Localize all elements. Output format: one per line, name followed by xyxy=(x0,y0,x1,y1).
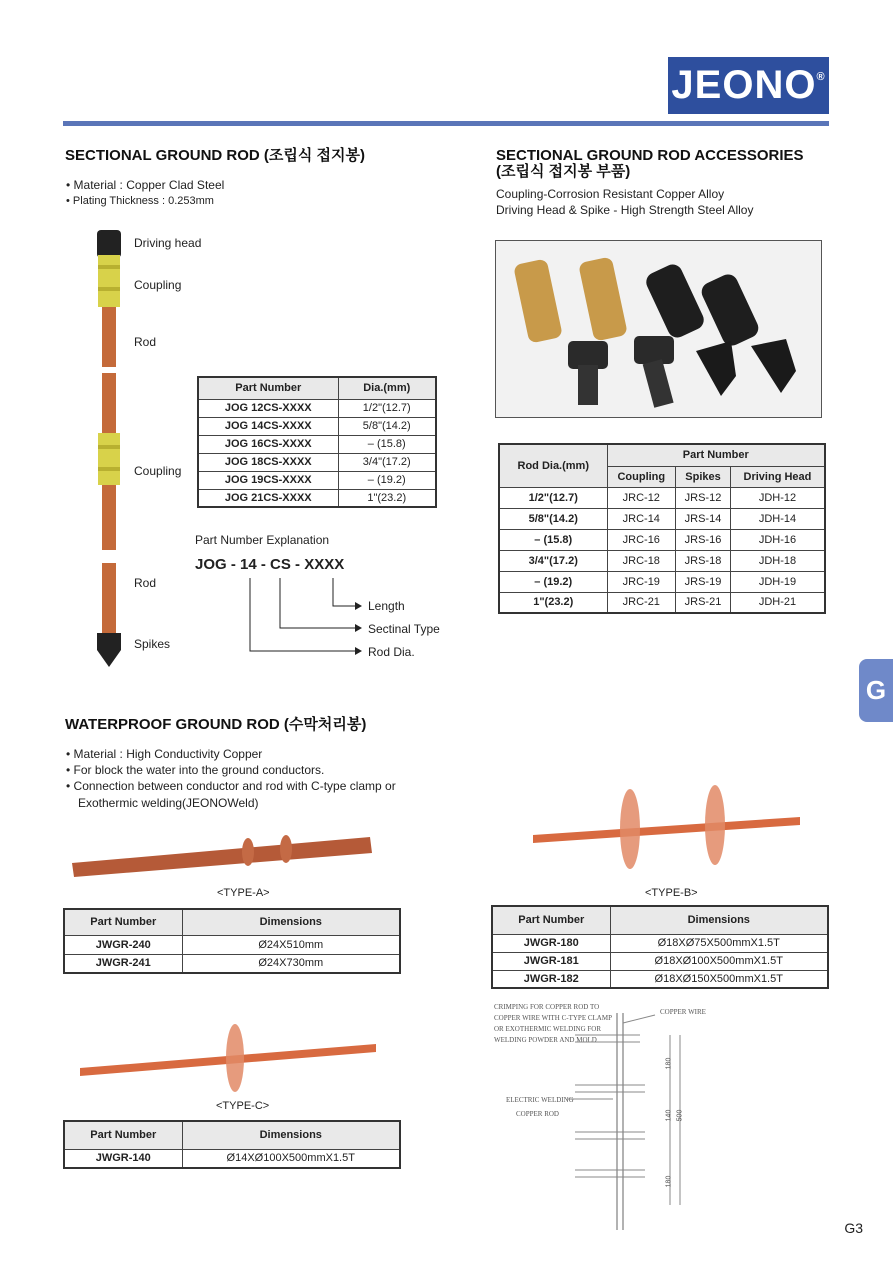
table-row: JOG 18CS-XXXX 3/4"(17.2) xyxy=(198,453,436,471)
sectional-rod-bullets: • Material : Copper Clad Steel • Plating Thickness : 0.253mm xyxy=(66,177,224,209)
waterproof-title: WATERPROOF GROUND ROD (수막처리봉) xyxy=(65,716,367,733)
section-tab: G xyxy=(859,659,893,722)
diagram-copper-wire: COPPER WIRE xyxy=(660,1008,706,1016)
explanation-length: Length xyxy=(368,599,405,613)
sectional-rod-illustration xyxy=(90,225,130,670)
type-b-rod-illustration xyxy=(530,785,805,885)
diagram-copper-rod: COPPER ROD xyxy=(516,1110,559,1118)
table-row: – (15.8) JRC-16 JRS-16 JDH-16 xyxy=(499,529,825,550)
label-rod-1: Rod xyxy=(134,335,157,349)
diagram-dim-500: 500 xyxy=(676,1109,684,1122)
type-b-label: <TYPE-B> xyxy=(645,887,698,899)
explanation-code: JOG - 14 - CS - XXXX xyxy=(195,556,345,573)
explanation-sectional: Sectinal Type xyxy=(368,622,440,636)
accessories-lines: Coupling-Corrosion Resistant Copper Alloy Driving Head & Spike - High Strength Steel Alloy xyxy=(496,187,754,217)
table-row: 1/2"(12.7) JRC-12 JRS-12 JDH-12 xyxy=(499,487,825,508)
label-coupling-1: Coupling xyxy=(134,278,182,292)
table-row: JWGR-140 Ø14XØ100X500mmX1.5T xyxy=(64,1149,400,1168)
table-row: JOG 19CS-XXXX – (19.2) xyxy=(198,471,436,489)
waterproof-bullets: • Material : High Conductivity Copper • For block the water into the ground conductors. • Connection between conductor and rod with C-type clamp or xyxy=(66,746,396,794)
table-row: JOG 16CS-XXXX – (15.8) xyxy=(198,435,436,453)
type-c-label: <TYPE-C> xyxy=(216,1100,270,1112)
brand-logo: JEONO® xyxy=(668,57,829,114)
table-row: JWGR-180 Ø18XØ75X500mmX1.5T xyxy=(492,934,828,952)
diagram-dim-180: 180 xyxy=(665,1057,673,1070)
label-spikes: Spikes xyxy=(134,637,171,651)
table-row: JOG 14CS-XXXX 5/8"(14.2) xyxy=(198,417,436,435)
explanation-connectors xyxy=(240,575,370,660)
accessories-table: Rod Dia.(mm) Part Number Coupling Spikes Driving Head 1/2"(12.7) JRC-12 JRS-12 JDH-12 5/8"(14.2) JRC-14 JRS-14 JDH-14 – (15.8) JRC-16 JRS-16 JDH-16 3/4"(17.2) JRC-18 JRS-18 JDH-18 – (19.2) JRC-19 JRS-19 JDH-19 1"(23.2) JRC-21 JRS-21 JDH-21 xyxy=(498,443,826,614)
sectional-rod-title: SECTIONAL GROUND ROD (조립식 접지봉) xyxy=(65,147,365,164)
accessories-illustration xyxy=(496,241,821,417)
waterproof-bullet-cont: Exothermic welding(JEONOWeld) xyxy=(78,796,259,810)
accessories-subtitle: (조립식 접지봉 부품) xyxy=(496,163,631,180)
accessories-photo xyxy=(495,240,822,418)
table-row: – (19.2) JRC-19 JRS-19 JDH-19 xyxy=(499,571,825,592)
table-row: JOG 12CS-XXXX 1/2"(12.7) xyxy=(198,399,436,417)
diagram-electric-welding: ELECTRIC WELDING xyxy=(506,1096,574,1104)
page-number: G3 xyxy=(844,1220,863,1236)
table-row: JWGR-181 Ø18XØ100X500mmX1.5T xyxy=(492,952,828,970)
label-driving-head: Driving head xyxy=(134,236,202,250)
table-row: 3/4"(17.2) JRC-18 JRS-18 JDH-18 xyxy=(499,550,825,571)
label-coupling-2: Coupling xyxy=(134,464,182,478)
header-rule xyxy=(63,121,829,126)
diagram-dim-140: 140 xyxy=(665,1109,673,1122)
explanation-title: Part Number Explanation xyxy=(195,533,330,547)
table-row: JWGR-182 Ø18XØ150X500mmX1.5T xyxy=(492,970,828,988)
type-a-label: <TYPE-A> xyxy=(217,887,270,899)
accessories-title: SECTIONAL GROUND ROD ACCESSORIES xyxy=(496,147,804,164)
type-a-rod-illustration xyxy=(70,825,375,880)
table-row: 5/8"(14.2) JRC-14 JRS-14 JDH-14 xyxy=(499,508,825,529)
diagram-dim-180b: 180 xyxy=(665,1175,673,1188)
type-c-rod-illustration xyxy=(78,1022,380,1094)
table-row: JWGR-240 Ø24X510mm xyxy=(64,935,400,954)
table-row: JWGR-241 Ø24X730mm xyxy=(64,954,400,973)
table-row: JOG 21CS-XXXX 1"(23.2) xyxy=(198,489,436,507)
explanation-rod-dia: Rod Dia. xyxy=(368,645,415,659)
table-row: 1"(23.2) JRC-21 JRS-21 JDH-21 xyxy=(499,592,825,613)
type-b-table: Part Number Dimensions JWGR-180 Ø18XØ75X500mmX1.5T JWGR-181 Ø18XØ100X500mmX1.5T JWGR-182 Ø18XØ150X500mmX1.5T xyxy=(491,905,829,989)
label-rod-2: Rod xyxy=(134,576,157,590)
diagram-note: CRIMPING FOR COPPER ROD TO COPPER WIRE WITH C-TYPE CLAMP OR EXOTHERMIC WELDING FOR WELDING POWDER AND MOLD xyxy=(494,1003,612,1044)
type-c-table: Part Number Dimensions JWGR-140 Ø14XØ100X500mmX1.5T xyxy=(63,1120,401,1169)
sectional-rod-table: Part Number Dia.(mm) JOG 12CS-XXXX 1/2"(12.7) JOG 14CS-XXXX 5/8"(14.2) JOG 16CS-XXXX – (15.8) JOG 18CS-XXXX 3/4"(17.2) JOG 19CS-XXXX – (19.2) JOG 21CS-XXXX 1"(23.2) xyxy=(197,376,437,508)
type-a-table: Part Number Dimensions JWGR-240 Ø24X510mm JWGR-241 Ø24X730mm xyxy=(63,908,401,974)
